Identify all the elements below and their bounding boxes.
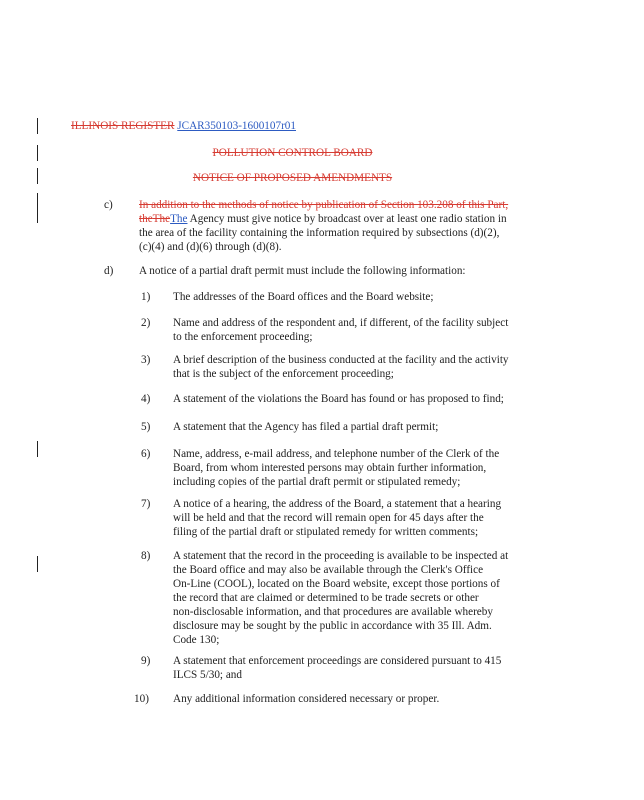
list-item-number: 6) (141, 448, 151, 460)
list-item-line: On-Line (COOL), located on the Board website, except those portions of (173, 578, 500, 590)
list-item-line: Board, from whom interested persons may obtain further information, (173, 462, 487, 474)
board-title: POLLUTION CONTROL BOARD (212, 147, 373, 159)
list-item-number: 7) (141, 498, 151, 510)
list-item-number: 5) (141, 421, 151, 433)
list-item-line: ILCS 5/30; and (173, 669, 242, 681)
list-item-text (173, 447, 523, 489)
list-item-text (173, 420, 523, 434)
list-item-number: 8) (141, 550, 151, 562)
list-item-line: Any additional information considered necessary or proper. (173, 693, 440, 705)
list-item-line: Name, address, e-mail address, and telephone number of the Clerk of the (173, 448, 500, 460)
list-item-text (173, 692, 523, 706)
change-bar (37, 556, 38, 572)
list-item-line: The addresses of the Board offices and the Board website; (173, 291, 434, 303)
change-bar (37, 193, 38, 223)
register-deleted-text: ILLINOIS REGISTER (71, 120, 175, 132)
list-item-line: the record that are claimed or determined to be trade secrets or other (173, 592, 479, 604)
list-item-line: the Board office and may also be available through the Clerk's Office (173, 564, 484, 576)
section-d-intro: A notice of a partial draft permit must include the following information: (139, 265, 466, 277)
list-item-number: 2) (141, 317, 151, 329)
list-item-line: including copies of the partial draft permit or stipulated remedy; (173, 476, 461, 488)
list-item-line: A brief description of the business conducted at the facility and the activity (173, 354, 509, 366)
list-item-text (173, 497, 523, 539)
notice-title: NOTICE OF PROPOSED AMENDMENTS (192, 172, 393, 184)
list-item-number: 9) (141, 655, 151, 667)
list-item-text (173, 290, 523, 304)
list-item-line: filing of the partial draft or stipulated remedy for written comments; (173, 526, 479, 538)
list-item-line: A statement that the record in the proceeding is available to be inspected at (173, 550, 509, 562)
list-item-line: A notice of a hearing, the address of the Board, a statement that a hearing (173, 498, 502, 510)
list-item-number: 1) (141, 291, 151, 303)
list-item-line: to the enforcement proceeding; (173, 331, 313, 343)
list-item-number: 3) (141, 354, 151, 366)
list-item-line: A statement of the violations the Board has found or has proposed to find; (173, 393, 504, 405)
change-bar (37, 118, 38, 134)
list-item-line: non-disclosable information, and that procedures are available whereby (173, 606, 493, 618)
list-item-line: A statement that the Agency has filed a partial draft permit; (173, 421, 439, 433)
section-c-label: c) (104, 199, 113, 211)
list-item-text (173, 392, 523, 406)
list-item-line: Code 130; (173, 634, 220, 646)
section-c-text: In addition to the methods of notice by publication of Section 103.208 of this Part, theTheThe Agency must give notice by broadcast over at least one radio station in the area of the facility containing the information required by subsections (d)(2), (c)(4) and (d)(6) through (d)(8). (139, 199, 509, 253)
list-item-line: Name and address of the respondent and, if different, of the facility subject (173, 317, 509, 329)
change-bar (37, 441, 38, 457)
list-item-text (173, 316, 523, 344)
register-header (71, 119, 296, 133)
list-item-text (173, 549, 523, 647)
list-item-number: 4) (141, 393, 151, 405)
list-item-line: will be held and that the record will remain open for 45 days after the (173, 512, 484, 524)
list-item-line: A statement that enforcement proceedings are considered pursuant to 415 (173, 655, 502, 667)
list-item-line: disclosure may be sought by the public in accordance with 35 Ill. Adm. (173, 620, 492, 632)
register-inserted-text: JCAR350103-1600107r01 (177, 120, 296, 132)
section-d-label: d) (104, 265, 114, 277)
list-item-number: 10) (134, 693, 149, 705)
list-item-text (173, 654, 523, 682)
list-item-text (173, 353, 523, 381)
list-item-line: that is the subject of the enforcement proceeding; (173, 368, 394, 380)
